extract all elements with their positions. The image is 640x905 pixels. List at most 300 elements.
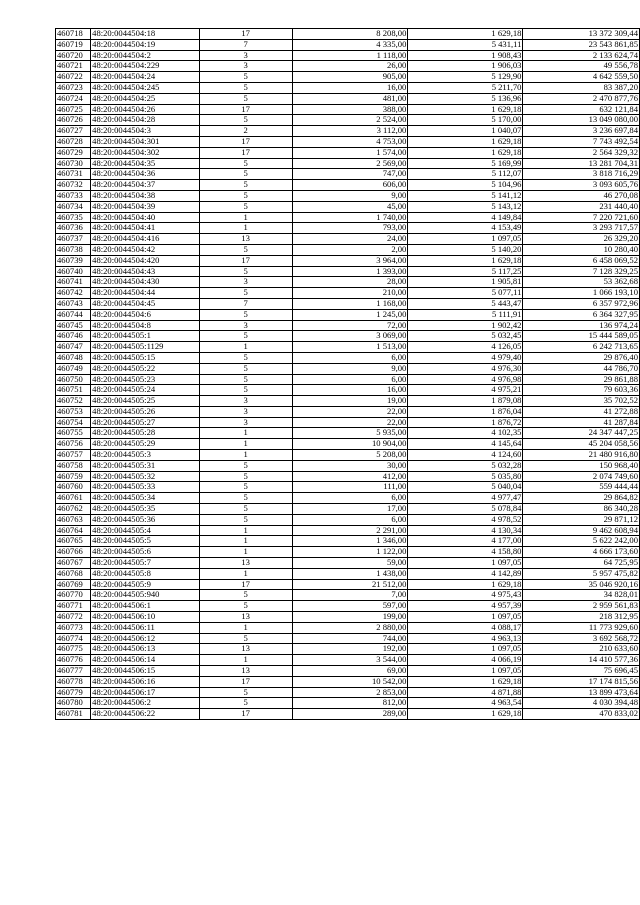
area-cell: 69,00: [292, 666, 408, 677]
area-cell: 199,00: [292, 612, 408, 623]
area-cell: 16,00: [292, 385, 408, 396]
table-row: [56, 115, 640, 126]
specific-value-cell: 1 629,18: [408, 255, 523, 266]
group-cell: 1: [199, 622, 292, 633]
group-cell: 5: [199, 590, 292, 601]
table-row: [56, 82, 640, 93]
group-cell: 5: [199, 687, 292, 698]
cadastral-value-cell: 34 828,01: [523, 590, 640, 601]
group-cell: 5: [199, 93, 292, 104]
cadastral-number-cell: 48:20:0044504:41: [91, 223, 199, 234]
cadastral-value-cell: 24 347 447,25: [523, 428, 640, 439]
cadastral-value-cell: 13 281 704,31: [523, 158, 640, 169]
cadastral-value-cell: 26 329,20: [523, 234, 640, 245]
area-cell: 6,00: [292, 374, 408, 385]
group-cell: 5: [199, 331, 292, 342]
area-cell: 24,00: [292, 234, 408, 245]
cadastral-number-cell: 48:20:0044505:33: [91, 482, 199, 493]
group-cell: 1: [199, 439, 292, 450]
row-number-cell: 460760: [56, 482, 91, 493]
row-number-cell: 460779: [56, 687, 91, 698]
specific-value-cell: 5 141,12: [408, 190, 523, 201]
area-cell: 1 740,00: [292, 212, 408, 223]
area-cell: 2 524,00: [292, 115, 408, 126]
area-cell: 6,00: [292, 514, 408, 525]
group-cell: 5: [199, 493, 292, 504]
specific-value-cell: 5 169,99: [408, 158, 523, 169]
area-cell: 9,00: [292, 190, 408, 201]
row-number-cell: 460745: [56, 320, 91, 331]
cadastral-value-cell: 21 480 916,80: [523, 450, 640, 461]
cadastral-number-cell: 48:20:0044505:25: [91, 396, 199, 407]
group-cell: 3: [199, 406, 292, 417]
table-row: [56, 331, 640, 342]
table-row: [56, 190, 640, 201]
table-row: [56, 633, 640, 644]
area-cell: 8 208,00: [292, 29, 408, 40]
group-cell: 5: [199, 201, 292, 212]
area-cell: 17,00: [292, 504, 408, 515]
row-number-cell: 460776: [56, 655, 91, 666]
cadastral-number-cell: 48:20:0044505:22: [91, 363, 199, 374]
row-number-cell: 460737: [56, 234, 91, 245]
specific-value-cell: 5 117,25: [408, 266, 523, 277]
group-cell: 1: [199, 525, 292, 536]
cadastral-value-cell: 2 470 877,76: [523, 93, 640, 104]
area-cell: 10 904,00: [292, 439, 408, 450]
cadastral-value-cell: 231 440,40: [523, 201, 640, 212]
row-number-cell: 460772: [56, 612, 91, 623]
cadastral-value-cell: 6 242 713,65: [523, 342, 640, 353]
cadastral-value-cell: 29 864,82: [523, 493, 640, 504]
cadastral-value-cell: 75 696,45: [523, 666, 640, 677]
specific-value-cell: 4 957,39: [408, 601, 523, 612]
area-cell: 412,00: [292, 471, 408, 482]
cadastral-value-cell: 86 340,28: [523, 504, 640, 515]
cadastral-number-cell: 48:20:0044504:45: [91, 298, 199, 309]
cadastral-number-cell: 48:20:0044504:42: [91, 244, 199, 255]
table-row: [56, 698, 640, 709]
cadastral-value-cell: 35 046 920,16: [523, 579, 640, 590]
row-number-cell: 460739: [56, 255, 91, 266]
specific-value-cell: 4 088,17: [408, 622, 523, 633]
cadastral-value-cell: 632 121,84: [523, 104, 640, 115]
cadastral-value-cell: 10 280,40: [523, 244, 640, 255]
area-cell: 7,00: [292, 590, 408, 601]
cadastral-number-cell: 48:20:0044504:28: [91, 115, 199, 126]
cadastral-value-cell: 13 372 309,44: [523, 29, 640, 40]
row-number-cell: 460761: [56, 493, 91, 504]
table-row: [56, 169, 640, 180]
cadastral-number-cell: 48:20:0044505:6: [91, 547, 199, 558]
area-cell: 1 245,00: [292, 309, 408, 320]
cadastral-value-cell: 64 725,95: [523, 558, 640, 569]
specific-value-cell: 5 170,00: [408, 115, 523, 126]
group-cell: 1: [199, 342, 292, 353]
row-number-cell: 460762: [56, 504, 91, 515]
group-cell: 1: [199, 655, 292, 666]
area-cell: 72,00: [292, 320, 408, 331]
cadastral-value-cell: 4 642 559,50: [523, 72, 640, 83]
cadastral-number-cell: 48:20:0044505:940: [91, 590, 199, 601]
row-number-cell: 460755: [56, 428, 91, 439]
table-row: [56, 244, 640, 255]
specific-value-cell: 4 177,00: [408, 536, 523, 547]
cadastral-value-cell: 13 049 080,00: [523, 115, 640, 126]
group-cell: 1: [199, 428, 292, 439]
cadastral-number-cell: 48:20:0044506:2: [91, 698, 199, 709]
cadastral-number-cell: 48:20:0044505:34: [91, 493, 199, 504]
cadastral-value-cell: 5 622 242,00: [523, 536, 640, 547]
cadastral-value-cell: 559 444,44: [523, 482, 640, 493]
area-cell: 2,00: [292, 244, 408, 255]
area-cell: 606,00: [292, 180, 408, 191]
group-cell: 5: [199, 266, 292, 277]
table-row: [56, 439, 640, 450]
cadastral-value-cell: 6 357 972,96: [523, 298, 640, 309]
cadastral-number-cell: 48:20:0044506:12: [91, 633, 199, 644]
table-row: [56, 687, 640, 698]
cadastral-number-cell: 48:20:0044505:26: [91, 406, 199, 417]
row-number-cell: 460770: [56, 590, 91, 601]
specific-value-cell: 1 097,05: [408, 234, 523, 245]
specific-value-cell: 4 130,34: [408, 525, 523, 536]
cadastral-number-cell: 48:20:0044504:25: [91, 93, 199, 104]
group-cell: 13: [199, 558, 292, 569]
table-row: [56, 72, 640, 83]
row-number-cell: 460726: [56, 115, 91, 126]
group-cell: 5: [199, 180, 292, 191]
specific-value-cell: 1 876,04: [408, 406, 523, 417]
table-row: [56, 525, 640, 536]
group-cell: 5: [199, 374, 292, 385]
table-row: [56, 558, 640, 569]
area-cell: 5 935,00: [292, 428, 408, 439]
group-cell: 5: [199, 385, 292, 396]
specific-value-cell: 4 975,21: [408, 385, 523, 396]
row-number-cell: 460763: [56, 514, 91, 525]
area-cell: 6,00: [292, 352, 408, 363]
area-cell: 3 069,00: [292, 331, 408, 342]
group-cell: 3: [199, 417, 292, 428]
row-number-cell: 460746: [56, 331, 91, 342]
cadastral-number-cell: 48:20:0044506:15: [91, 666, 199, 677]
specific-value-cell: 1 097,05: [408, 558, 523, 569]
cadastral-value-cell: 3 818 716,29: [523, 169, 640, 180]
group-cell: 13: [199, 612, 292, 623]
area-cell: 388,00: [292, 104, 408, 115]
group-cell: 5: [199, 82, 292, 93]
group-cell: 17: [199, 136, 292, 147]
group-cell: 13: [199, 666, 292, 677]
cadastral-value-cell: 41 287,84: [523, 417, 640, 428]
group-cell: 5: [199, 482, 292, 493]
row-number-cell: 460720: [56, 50, 91, 61]
cadastral-number-cell: 48:20:0044505:1129: [91, 342, 199, 353]
specific-value-cell: 5 111,91: [408, 309, 523, 320]
specific-value-cell: 4 976,98: [408, 374, 523, 385]
cadastral-value-cell: 2 133 624,74: [523, 50, 640, 61]
cadastral-value-cell: 218 312,95: [523, 612, 640, 623]
row-number-cell: 460736: [56, 223, 91, 234]
specific-value-cell: 5 143,12: [408, 201, 523, 212]
area-cell: 1 168,00: [292, 298, 408, 309]
row-number-cell: 460764: [56, 525, 91, 536]
group-cell: 1: [199, 568, 292, 579]
cadastral-number-cell: 48:20:0044505:4: [91, 525, 199, 536]
specific-value-cell: 1 629,18: [408, 676, 523, 687]
area-cell: 26,00: [292, 61, 408, 72]
row-number-cell: 460738: [56, 244, 91, 255]
cadastral-number-cell: 48:20:0044505:5: [91, 536, 199, 547]
area-cell: 10 542,00: [292, 676, 408, 687]
cadastral-number-cell: 48:20:0044504:18: [91, 29, 199, 40]
row-number-cell: 460773: [56, 622, 91, 633]
row-number-cell: 460769: [56, 579, 91, 590]
row-number-cell: 460744: [56, 309, 91, 320]
cadastral-number-cell: 48:20:0044505:35: [91, 504, 199, 515]
row-number-cell: 460749: [56, 363, 91, 374]
area-cell: 19,00: [292, 396, 408, 407]
cadastral-value-cell: 53 362,68: [523, 277, 640, 288]
group-cell: 3: [199, 277, 292, 288]
specific-value-cell: 1 905,81: [408, 277, 523, 288]
cadastral-value-cell: 14 410 577,36: [523, 655, 640, 666]
row-number-cell: 460778: [56, 676, 91, 687]
specific-value-cell: 4 102,35: [408, 428, 523, 439]
row-number-cell: 460774: [56, 633, 91, 644]
row-number-cell: 460743: [56, 298, 91, 309]
cadastral-value-cell: 23 543 861,85: [523, 39, 640, 50]
area-cell: 111,00: [292, 482, 408, 493]
row-number-cell: 460754: [56, 417, 91, 428]
cadastral-number-cell: 48:20:0044504:36: [91, 169, 199, 180]
cadastral-value-cell: 29 876,40: [523, 352, 640, 363]
specific-value-cell: 1 097,05: [408, 612, 523, 623]
cadastral-number-cell: 48:20:0044504:416: [91, 234, 199, 245]
cadastral-number-cell: 48:20:0044505:9: [91, 579, 199, 590]
specific-value-cell: 4 963,13: [408, 633, 523, 644]
specific-value-cell: 4 975,43: [408, 590, 523, 601]
specific-value-cell: 5 129,90: [408, 72, 523, 83]
group-cell: 17: [199, 255, 292, 266]
cadastral-number-cell: 48:20:0044504:245: [91, 82, 199, 93]
row-number-cell: 460734: [56, 201, 91, 212]
specific-value-cell: 5 077,11: [408, 288, 523, 299]
cadastral-number-cell: 48:20:0044504:229: [91, 61, 199, 72]
row-number-cell: 460757: [56, 450, 91, 461]
specific-value-cell: 4 066,19: [408, 655, 523, 666]
cadastral-number-cell: 48:20:0044504:24: [91, 72, 199, 83]
specific-value-cell: 4 963,54: [408, 698, 523, 709]
group-cell: 13: [199, 644, 292, 655]
row-number-cell: 460733: [56, 190, 91, 201]
row-number-cell: 460758: [56, 460, 91, 471]
cadastral-value-cell: 3 093 605,76: [523, 180, 640, 191]
table-row: [56, 612, 640, 623]
area-cell: 1 393,00: [292, 266, 408, 277]
specific-value-cell: 4 979,40: [408, 352, 523, 363]
cadastral-value-cell: 2 074 749,60: [523, 471, 640, 482]
cadastral-number-cell: 48:20:0044505:36: [91, 514, 199, 525]
cadastral-number-cell: 48:20:0044504:8: [91, 320, 199, 331]
table-row: [56, 590, 640, 601]
specific-value-cell: 1 629,18: [408, 147, 523, 158]
table-row: [56, 158, 640, 169]
row-number-cell: 460753: [56, 406, 91, 417]
table-row: [56, 514, 640, 525]
group-cell: 5: [199, 471, 292, 482]
row-number-cell: 460730: [56, 158, 91, 169]
row-number-cell: 460729: [56, 147, 91, 158]
cadastral-number-cell: 48:20:0044504:302: [91, 147, 199, 158]
cadastral-value-cell: 150 968,40: [523, 460, 640, 471]
group-cell: 5: [199, 169, 292, 180]
area-cell: 289,00: [292, 709, 408, 720]
specific-value-cell: 5 040,04: [408, 482, 523, 493]
cadastral-value-cell: 9 462 608,94: [523, 525, 640, 536]
table-row: [56, 482, 640, 493]
group-cell: 17: [199, 709, 292, 720]
cadastral-value-cell: 13 899 473,64: [523, 687, 640, 698]
cadastral-value-cell: 44 786,70: [523, 363, 640, 374]
table-row: [56, 547, 640, 558]
group-cell: 5: [199, 244, 292, 255]
row-number-cell: 460723: [56, 82, 91, 93]
specific-value-cell: 4 124,60: [408, 450, 523, 461]
table-row: [56, 504, 640, 515]
area-cell: 192,00: [292, 644, 408, 655]
cadastral-value-cell: 46 270,08: [523, 190, 640, 201]
area-cell: 59,00: [292, 558, 408, 569]
specific-value-cell: 1 629,18: [408, 579, 523, 590]
group-cell: 5: [199, 158, 292, 169]
cadastral-value-cell: 470 833,02: [523, 709, 640, 720]
area-cell: 6,00: [292, 493, 408, 504]
cadastral-value-cell: 6 458 069,52: [523, 255, 640, 266]
area-cell: 30,00: [292, 460, 408, 471]
row-number-cell: 460741: [56, 277, 91, 288]
area-cell: 22,00: [292, 417, 408, 428]
table-row: [56, 136, 640, 147]
group-cell: 3: [199, 61, 292, 72]
area-cell: 3 964,00: [292, 255, 408, 266]
specific-value-cell: 1 629,18: [408, 136, 523, 147]
specific-value-cell: 4 145,64: [408, 439, 523, 450]
table-row: [56, 298, 640, 309]
table-row: [56, 104, 640, 115]
row-number-cell: 460765: [56, 536, 91, 547]
cadastral-value-cell: 1 066 193,10: [523, 288, 640, 299]
table-row: [56, 147, 640, 158]
specific-value-cell: 1 097,05: [408, 666, 523, 677]
cadastral-number-cell: 48:20:0044504:44: [91, 288, 199, 299]
group-cell: 5: [199, 352, 292, 363]
cadastral-number-cell: 48:20:0044505:32: [91, 471, 199, 482]
specific-value-cell: 1 629,18: [408, 104, 523, 115]
cadastral-number-cell: 48:20:0044506:11: [91, 622, 199, 633]
cadastral-number-cell: 48:20:0044504:43: [91, 266, 199, 277]
table-row: [56, 417, 640, 428]
area-cell: 2 291,00: [292, 525, 408, 536]
table-row: [56, 655, 640, 666]
area-cell: 2 569,00: [292, 158, 408, 169]
table-row: [56, 622, 640, 633]
cadastral-value-cell: 3 692 568,72: [523, 633, 640, 644]
cadastral-value-cell: 35 702,52: [523, 396, 640, 407]
cadastral-number-cell: 48:20:0044504:40: [91, 212, 199, 223]
table-row: [56, 39, 640, 50]
specific-value-cell: 5 032,45: [408, 331, 523, 342]
cadastral-value-cell: 7 220 721,60: [523, 212, 640, 223]
table-row: [56, 644, 640, 655]
row-number-cell: 460721: [56, 61, 91, 72]
table-row: [56, 536, 640, 547]
table-row: [56, 266, 640, 277]
cadastral-value-table: [55, 28, 640, 720]
cadastral-value-cell: 210 633,60: [523, 644, 640, 655]
row-number-cell: 460735: [56, 212, 91, 223]
specific-value-cell: 5 104,96: [408, 180, 523, 191]
specific-value-cell: 5 211,70: [408, 82, 523, 93]
table-row: [56, 666, 640, 677]
table-row: [56, 450, 640, 461]
group-cell: 7: [199, 39, 292, 50]
cadastral-number-cell: 48:20:0044505:1: [91, 331, 199, 342]
area-cell: 793,00: [292, 223, 408, 234]
specific-value-cell: 1 629,18: [408, 709, 523, 720]
table-row: [56, 374, 640, 385]
row-number-cell: 460781: [56, 709, 91, 720]
cadastral-value-cell: 7 128 329,25: [523, 266, 640, 277]
row-number-cell: 460759: [56, 471, 91, 482]
table-row: [56, 471, 640, 482]
cadastral-value-cell: 2 959 561,83: [523, 601, 640, 612]
cadastral-number-cell: 48:20:0044505:28: [91, 428, 199, 439]
cadastral-number-cell: 48:20:0044505:31: [91, 460, 199, 471]
group-cell: 5: [199, 460, 292, 471]
area-cell: 4 753,00: [292, 136, 408, 147]
specific-value-cell: 1 879,08: [408, 396, 523, 407]
cadastral-number-cell: 48:20:0044504:26: [91, 104, 199, 115]
area-cell: 21 512,00: [292, 579, 408, 590]
area-cell: 210,00: [292, 288, 408, 299]
cadastral-value-cell: 7 743 492,54: [523, 136, 640, 147]
table-row: [56, 352, 640, 363]
table-row: [56, 385, 640, 396]
table-row: [56, 309, 640, 320]
table-row: [56, 288, 640, 299]
area-cell: 1 122,00: [292, 547, 408, 558]
group-cell: 17: [199, 104, 292, 115]
specific-value-cell: 5 431,11: [408, 39, 523, 50]
specific-value-cell: 1 906,03: [408, 61, 523, 72]
cadastral-value-cell: 79 603,36: [523, 385, 640, 396]
table-row: [56, 709, 640, 720]
table-row: [56, 180, 640, 191]
table-row: [56, 363, 640, 374]
cadastral-number-cell: 48:20:0044504:6: [91, 309, 199, 320]
area-cell: 22,00: [292, 406, 408, 417]
row-number-cell: 460767: [56, 558, 91, 569]
specific-value-cell: 4 978,52: [408, 514, 523, 525]
cadastral-number-cell: 48:20:0044504:37: [91, 180, 199, 191]
group-cell: 3: [199, 396, 292, 407]
table-row: [56, 223, 640, 234]
cadastral-number-cell: 48:20:0044505:27: [91, 417, 199, 428]
group-cell: 17: [199, 676, 292, 687]
specific-value-cell: 5 136,96: [408, 93, 523, 104]
